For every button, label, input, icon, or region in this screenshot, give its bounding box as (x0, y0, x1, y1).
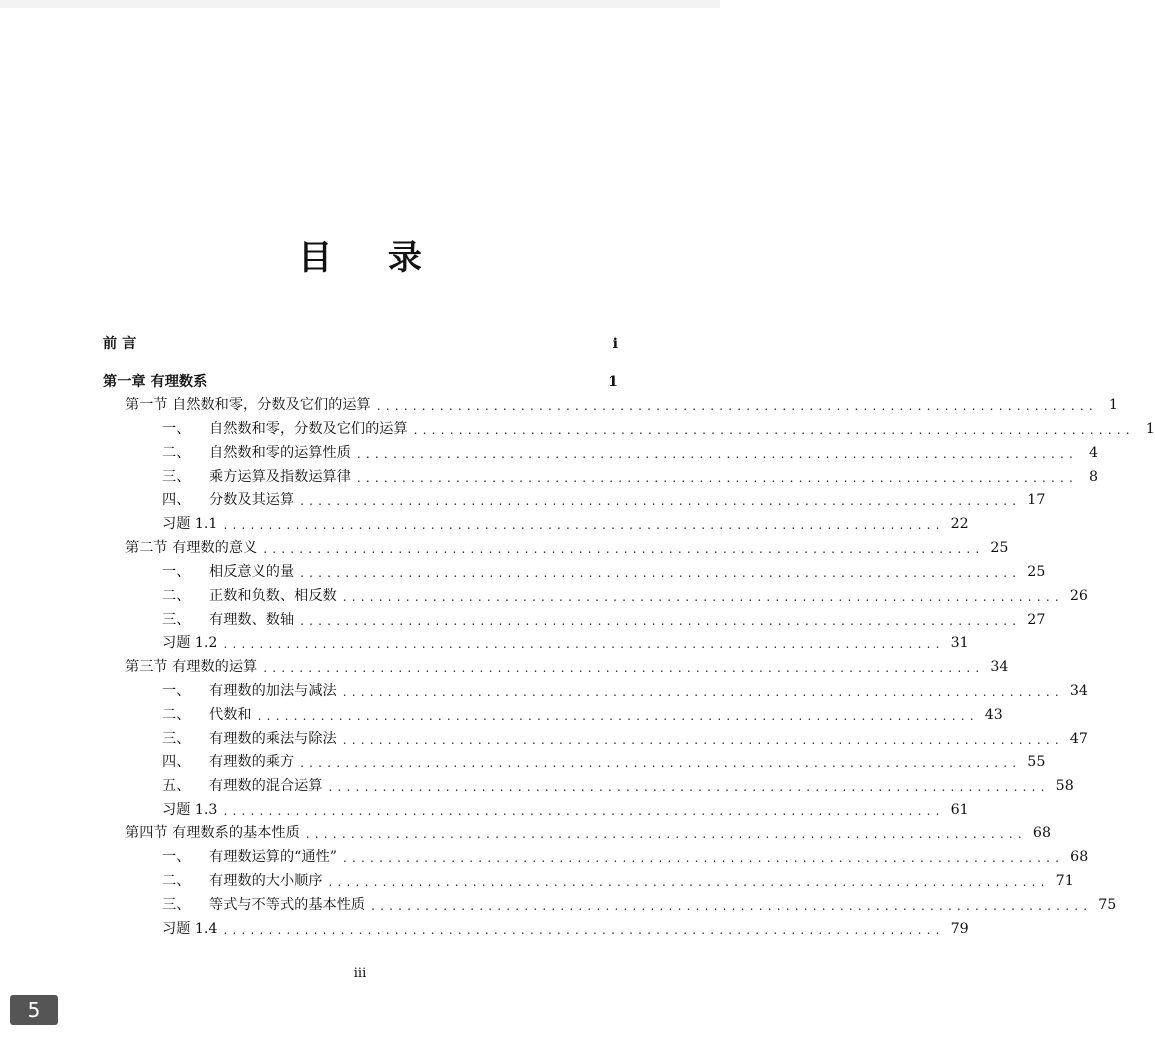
toc-entry[interactable] (103, 677, 1088, 701)
toc-leader-dots: ................................................................................ (356, 471, 1079, 485)
toc-leader-dots: ................................................................................ (342, 590, 1064, 604)
toc-entry-number: 一、 (162, 683, 191, 699)
toc-entry-label: 第四节 有理数系的基本性质 (125, 825, 300, 841)
toc-entry-label: 有理数的大小顺序 (209, 873, 323, 889)
toc-entry[interactable] (103, 772, 1074, 796)
toc-page-number: 25 (1027, 564, 1046, 580)
toc-page-number: 31 (950, 635, 969, 651)
toc-page-number: 1 (608, 374, 618, 390)
toc-entry-title (162, 562, 294, 582)
toc-leader-dots: ................................................................................ (305, 827, 1027, 841)
toc-entry-number: 四、 (162, 754, 191, 770)
toc-leader-dots: ................................................................................ (257, 709, 979, 723)
toc-entry[interactable] (103, 748, 1046, 772)
toc-page-number: 61 (950, 802, 969, 818)
top-bar (0, 0, 720, 8)
toc-entry-label: 有理数的混合运算 (209, 778, 323, 794)
toc-page-number: 68 (1032, 825, 1051, 841)
toc-entry-title (125, 538, 257, 558)
toc-leader-dots: ................................................................................ (328, 780, 1050, 794)
toc-leader-dots: ................................................................................ (376, 399, 1098, 413)
toc-entry-title (162, 443, 351, 463)
toc-entry-title (162, 895, 365, 915)
toc-entry-title (162, 729, 337, 749)
toc-entry-number: 一、 (162, 564, 191, 580)
toc-entry-number: 四、 (162, 492, 191, 508)
toc-entry-title (103, 372, 207, 392)
toc-entry-label: 分数及其运算 (209, 492, 295, 508)
toc-entry-title (103, 334, 136, 354)
toc-entry-number: 三、 (162, 731, 191, 747)
toc-leader-dots: ................................................................................ (223, 804, 945, 818)
toc-entry[interactable] (103, 368, 618, 392)
toc-page-number: 34 (1069, 683, 1088, 699)
toc-entry-label: 正数和负数、相反数 (209, 588, 337, 604)
toc-entry-label: 相反意义的量 (209, 564, 295, 580)
toc-entry-title (125, 657, 257, 677)
toc-entry[interactable] (103, 330, 618, 354)
toc-page-number: 1 (1145, 421, 1155, 437)
toc-entry[interactable] (103, 915, 969, 939)
toc-entry-number: 二、 (162, 445, 191, 461)
page-number: iii (353, 966, 367, 981)
toc-entry[interactable] (103, 391, 1118, 415)
toc-entry[interactable] (103, 606, 1046, 630)
toc-entry-number: 五、 (162, 778, 191, 794)
toc-entry-title (162, 705, 252, 725)
toc-entry[interactable] (103, 439, 1099, 463)
toc-page-number: 58 (1055, 778, 1074, 794)
toc-leader-dots: ................................................................................ (300, 756, 1022, 770)
document-page (0, 8, 1155, 1040)
toc-entry[interactable] (103, 534, 1009, 558)
toc-entry-title (162, 610, 294, 630)
toc-entry-number: 三、 (162, 612, 191, 628)
toc-page-number: 34 (990, 659, 1009, 675)
toc-entry-title (162, 776, 323, 796)
toc-entry[interactable] (103, 867, 1074, 891)
toc-entry-title (162, 419, 408, 439)
toc-entry-title (162, 586, 337, 606)
toc-entry[interactable] (103, 819, 1051, 843)
toc-leader-dots: ................................................................................ (300, 494, 1022, 508)
toc-page-number: 25 (990, 540, 1009, 556)
toc-leader-dots: ................................................................................ (342, 733, 1064, 747)
toc-entry-title (162, 800, 217, 820)
toc-entry-label: 有理数、数轴 (209, 612, 295, 628)
toc-entry-label: 代数和 (209, 707, 252, 723)
toc-entry-label: 习题 1.1 (162, 516, 218, 532)
toc-entry[interactable] (103, 796, 969, 820)
toc-leader-dots: ................................................................................ (342, 685, 1064, 699)
toc-entry-label: 等式与不等式的基本性质 (209, 897, 366, 913)
toc-entry[interactable] (103, 701, 1003, 725)
toc-entry-number: 三、 (162, 469, 191, 485)
toc-leader-dots: ................................................................................ (223, 923, 945, 937)
toc-leader-dots: ................................................................................ (413, 423, 1135, 437)
toc-entry[interactable] (103, 629, 969, 653)
toc-entry-label: 前 言 (103, 336, 137, 352)
toc-entry-title (162, 633, 217, 653)
toc-page-number: 47 (1069, 731, 1088, 747)
toc-entry-number: 二、 (162, 873, 191, 889)
toc-page-number: 55 (1027, 754, 1046, 770)
toc-entry[interactable] (103, 463, 1099, 487)
toc-entry-label: 有理数的加法与减法 (209, 683, 337, 699)
toc-page-number: 8 (1089, 469, 1099, 485)
toc-entry-number: 三、 (162, 897, 191, 913)
toc-entry-title (162, 490, 294, 510)
toc-page-number: 27 (1027, 612, 1046, 628)
toc-page-number: 22 (950, 516, 969, 532)
toc-entry-label: 第二节 有理数的意义 (125, 540, 258, 556)
toc-leader-dots: ................................................................................ (328, 875, 1050, 889)
toc-page-number: 43 (984, 707, 1003, 723)
toc-page-number: 1 (1108, 397, 1118, 413)
toc-entry-label: 有理数运算的“通性” (209, 849, 338, 865)
toc-entry[interactable] (103, 486, 1046, 510)
toc-page-number: 71 (1055, 873, 1074, 889)
toc-leader-dots: ................................................................................ (263, 661, 985, 675)
toc-page-number: 26 (1069, 588, 1088, 604)
toc-entry-label: 习题 1.3 (162, 802, 218, 818)
toc-page-number: 79 (950, 921, 969, 937)
toc-leader-dots: ................................................................................ (371, 899, 1093, 913)
toc-leader-dots: ................................................................................ (263, 542, 985, 556)
toc-entry-title (162, 514, 217, 534)
toc-entry[interactable] (103, 558, 1046, 582)
toc-entry[interactable] (103, 725, 1088, 749)
toc-entry-label: 第一节 自然数和零，分数及它们的运算 (125, 397, 371, 413)
toc-leader-dots: ................................................................................ (343, 851, 1065, 865)
toc-entry-title (125, 823, 300, 843)
toc-entry-number: 一、 (162, 421, 191, 437)
toc-entry-label: 有理数的乘方 (209, 754, 295, 770)
toc-page-number: 17 (1027, 492, 1046, 508)
toc-page-number: 75 (1098, 897, 1117, 913)
page-counter-badge[interactable]: 5 (10, 995, 58, 1025)
toc-entry-title (162, 871, 323, 891)
toc-entry-title (162, 919, 217, 939)
toc-leader-dots: ................................................................................ (300, 614, 1022, 628)
toc-leader-dots: ................................................................................ (223, 637, 945, 651)
toc-entry-number: 二、 (162, 707, 191, 723)
toc-entry-number: 二、 (162, 588, 191, 604)
toc-leader-dots: ................................................................................ (300, 566, 1022, 580)
toc-entry-label: 第一章 有理数系 (103, 374, 208, 390)
toc-entry-label: 自然数和零的运算性质 (209, 445, 351, 461)
toc-entry[interactable] (103, 891, 1117, 915)
toc-page-number: 4 (1089, 445, 1099, 461)
toc-leader-dots: ................................................................................ (223, 518, 945, 532)
toc-entry-label: 有理数的乘法与除法 (209, 731, 337, 747)
toc-entry[interactable] (103, 510, 969, 534)
toc-entry[interactable] (103, 415, 1155, 439)
toc-entry-title (125, 395, 371, 415)
toc-entry-title (162, 752, 294, 772)
toc-page-number: i (612, 336, 618, 352)
toc-entry-title (162, 467, 351, 487)
toc-entry-label: 习题 1.2 (162, 635, 218, 651)
toc-entry-label: 习题 1.4 (162, 921, 218, 937)
toc-entry-number: 一、 (162, 849, 191, 865)
toc-entry-label: 自然数和零，分数及它们的运算 (209, 421, 408, 437)
toc-entry-title (162, 681, 337, 701)
toc-page-number: 68 (1070, 849, 1089, 865)
toc-entry[interactable] (103, 843, 1089, 867)
toc-entry-title (162, 847, 337, 867)
toc-leader-dots: ................................................................................ (356, 447, 1079, 461)
toc-entry-label: 第三节 有理数的运算 (125, 659, 258, 675)
toc-entry[interactable] (103, 582, 1088, 606)
toc-entry-label: 乘方运算及指数运算律 (209, 469, 351, 485)
toc-entry[interactable] (103, 653, 1009, 677)
page-title: 目 录 (298, 238, 444, 278)
